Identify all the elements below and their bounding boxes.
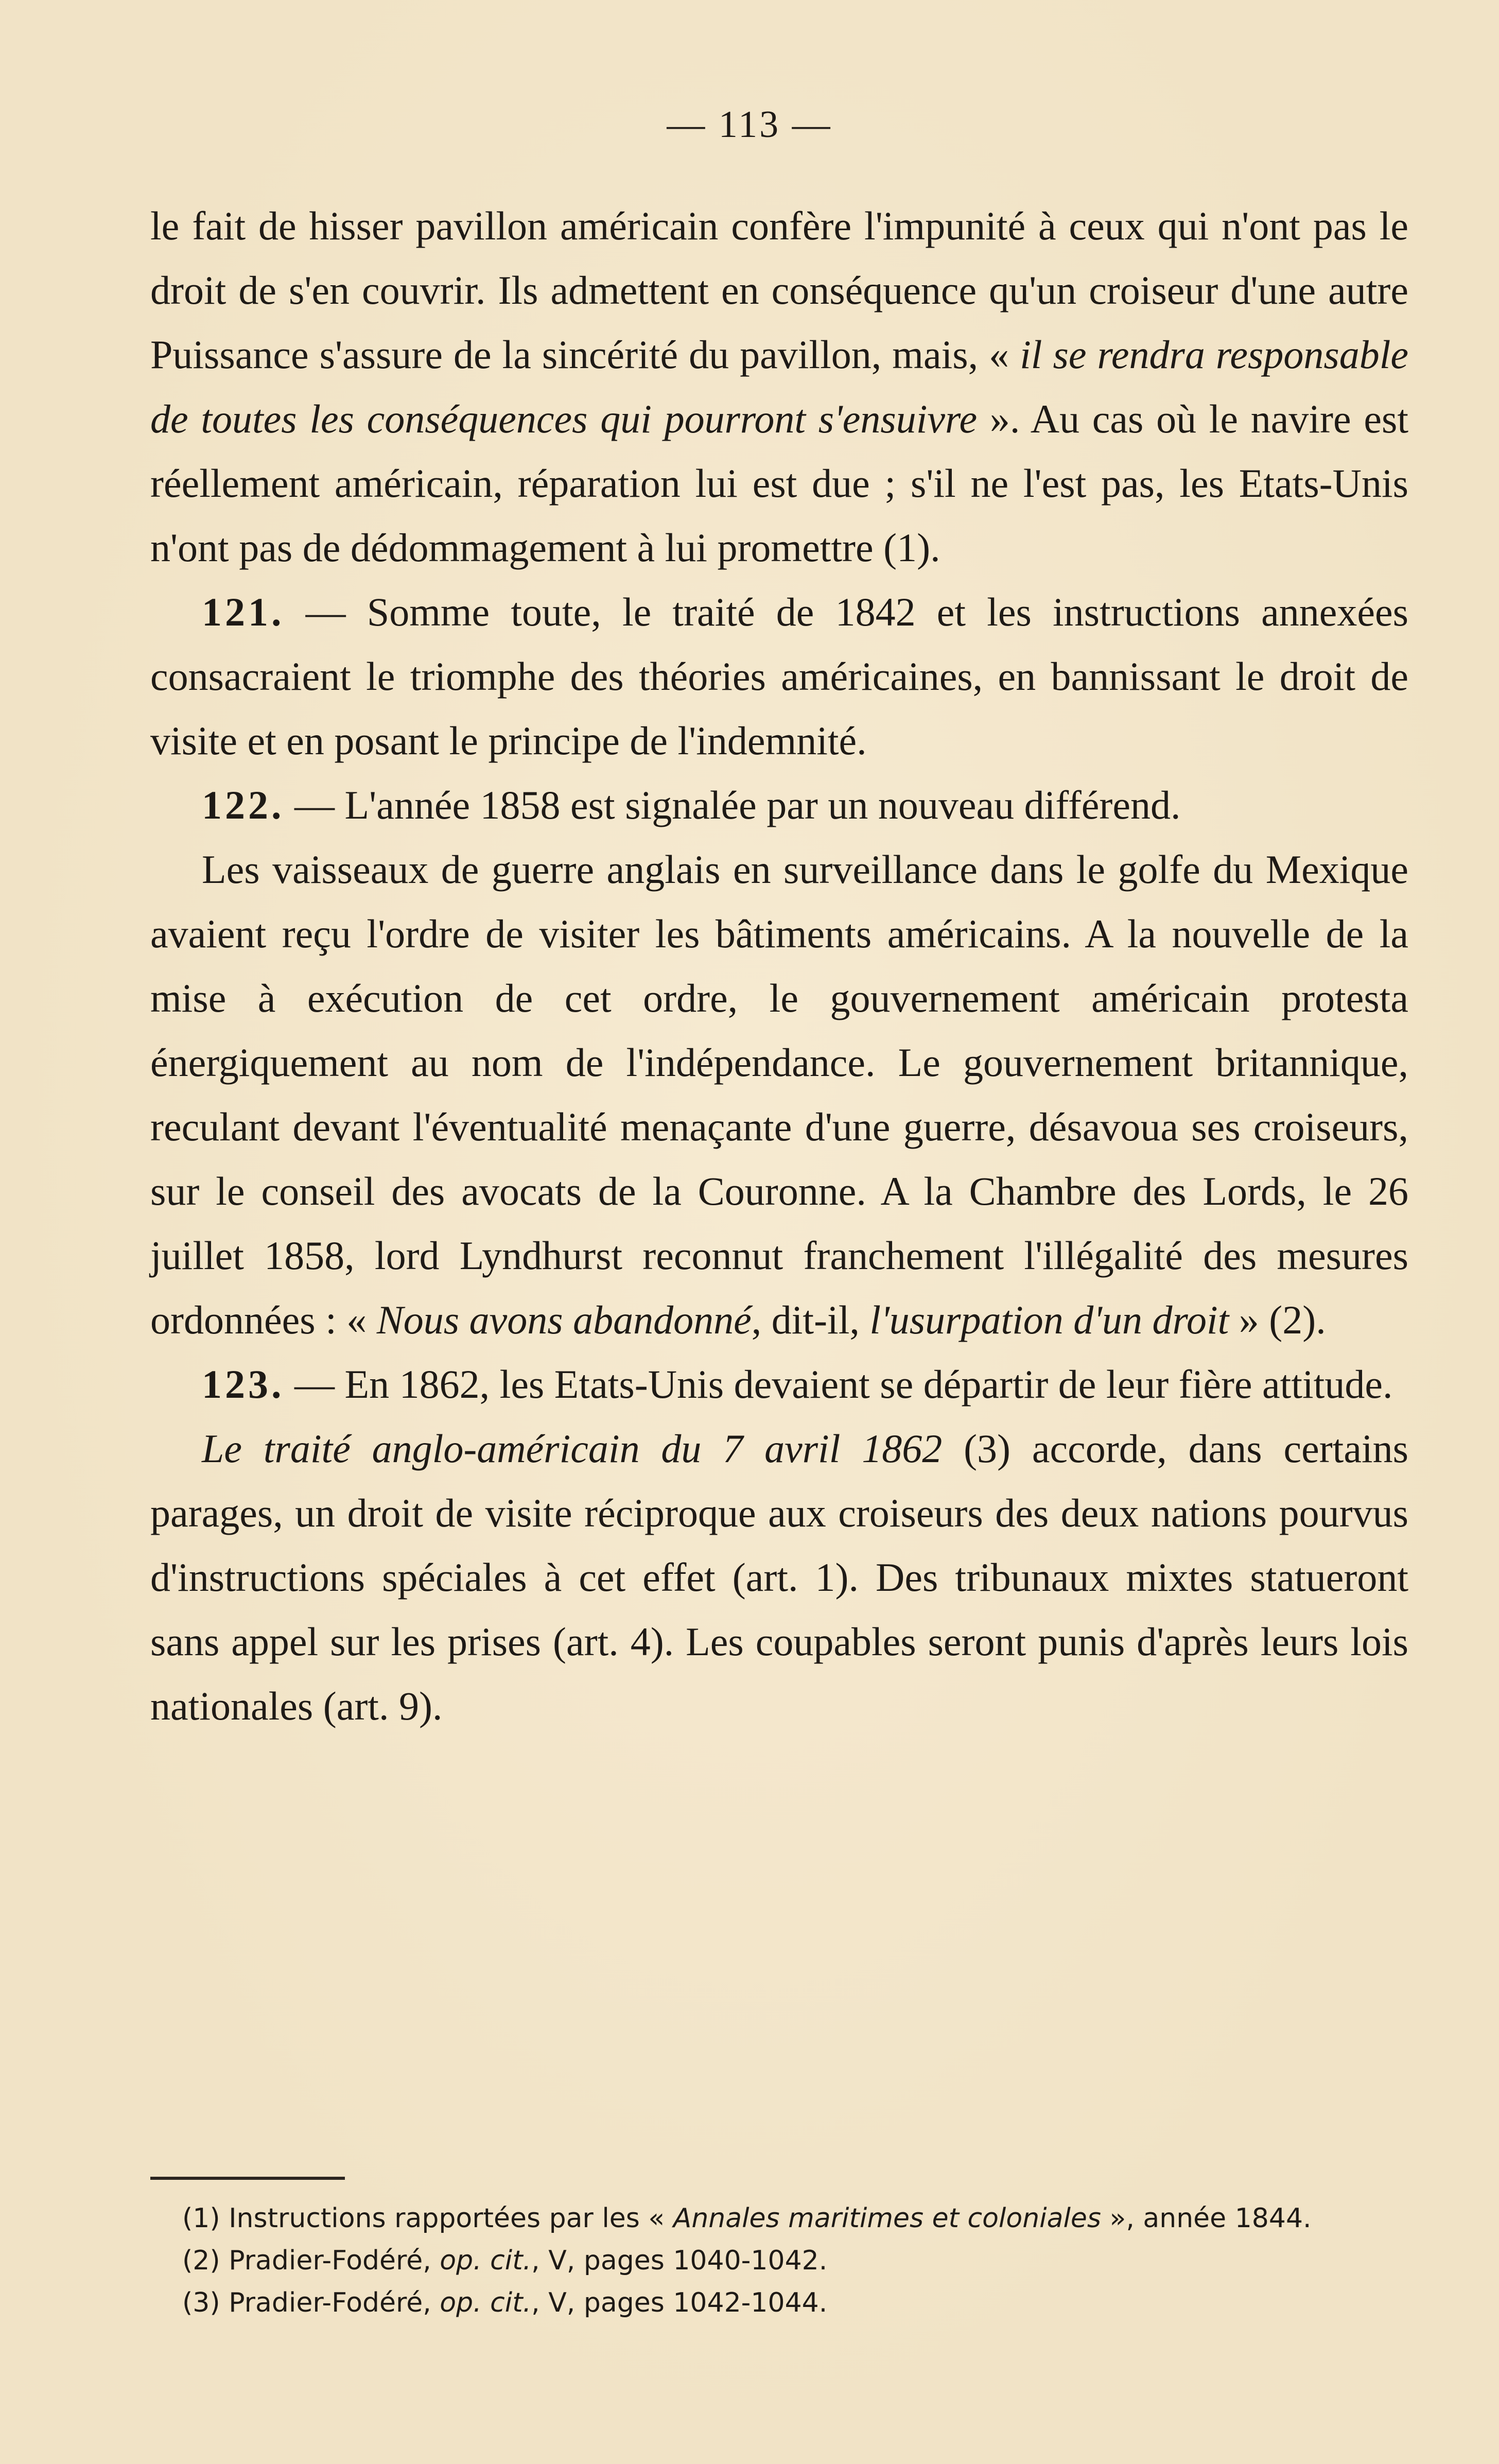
- footnote-2: [150, 2240, 1408, 2282]
- paragraph-121: [150, 580, 1408, 773]
- footnote-1: [150, 2197, 1408, 2240]
- paragraph-1-quote: il se rendra responsable de toutes les conséquences qui pourront s'ensuivre: [150, 332, 1408, 441]
- footnote-2-citation: op. cit.: [440, 2245, 532, 2276]
- footnote-1-title: Annales maritimes et coloniales: [673, 2203, 1101, 2234]
- paragraph-1: [150, 194, 1408, 580]
- paragraph-1-text-a: le fait de hisser pavillon américain confère l'impunité à ceux qui n'ont pas le droit de s'en couvrir. Ils admettent en conséquence qu'un croiseur d'une autre Puissance s'assure de la sincérité du pavillon, mais, «: [150, 203, 1408, 377]
- paragraph-122-text: — L'année 1858 est signalée par un nouveau différend.: [284, 783, 1181, 827]
- paragraph-4-text-e: » (2).: [1229, 1297, 1326, 1342]
- footnote-3-text-a: (3) Pradier-Fodéré,: [182, 2287, 440, 2318]
- footnote-3: [150, 2282, 1408, 2324]
- paragraph-number-122: 122.: [202, 783, 285, 827]
- paragraph-123-text: — En 1862, les Etats-Unis devaient se départir de leur fière attitude.: [284, 1362, 1393, 1407]
- footnote-3-citation: op. cit.: [440, 2287, 532, 2318]
- footnote-2-text-c: , V, pages 1040-1042.: [531, 2245, 828, 2276]
- paragraph-4-quote-b: l'usurpation d'un droit: [869, 1297, 1229, 1342]
- footnote-separator: [150, 2177, 345, 2180]
- footnote-3-text-c: , V, pages 1042-1044.: [531, 2287, 828, 2318]
- paragraph-123-continued: [150, 1416, 1408, 1738]
- paragraph-4-quote-a: Nous avons abandonné: [376, 1297, 752, 1342]
- paragraph-4-text-a: Les vaisseaux de guerre anglais en surveillance dans le golfe du Mexique avaient reçu l'ordre de visiter les bâtiments américains. A la nouvelle de la mise à exécution de cet ordre, le gouvernement américain protesta énergiquement au nom de l'indépendance. Le gouvernement britannique, reculant devant l'éventualité menaçante d'une guerre, désavoua ses croiseurs, sur le conseil des avocats de la Couronne. A la Chambre des Lords, le 26 juillet 1858, lord Lyndhurst reconnut franchement l'illégalité des mesures ordonnées : «: [150, 847, 1408, 1342]
- footnote-1-text-c: », année 1844.: [1101, 2203, 1312, 2234]
- paragraph-4-text-c: , dit-il,: [751, 1297, 870, 1342]
- page-number: — 113 —: [667, 103, 832, 146]
- footnote-1-text-a: (1) Instructions rapportées par les «: [182, 2203, 673, 2234]
- footnote-2-text-a: (2) Pradier-Fodéré,: [182, 2245, 440, 2276]
- paragraph-123: [150, 1352, 1408, 1416]
- body-text: [150, 194, 1408, 1738]
- paragraph-121-text: — Somme toute, le traité de 1842 et les instructions annexées consacraient le triomphe des théories américaines, en bannissant le droit de visite et en posant le principe de l'indemnité.: [150, 589, 1408, 763]
- paragraph-1-text-c: ». Au cas où le navire est réellement américain, réparation lui est due ; s'il ne l'est pas, les Etats-Unis n'ont pas de dédommagement à lui promettre (1).: [150, 396, 1408, 570]
- paragraph-122-continued: [150, 837, 1408, 1352]
- footnotes: [150, 2197, 1408, 2324]
- treaty-title: Le traité anglo-américain du 7 avril 1862: [202, 1426, 943, 1471]
- paragraph-6-text-b: (3) accorde, dans certains parages, un droit de visite réciproque aux croiseurs des deux nations pourvus d'instructions spéciales à cet effet (art. 1). Des tribunaux mixtes statueront sans appel sur les prises (art. 4). Les coupables seront punis d'après leurs lois nationales (art. 9).: [150, 1426, 1408, 1728]
- paragraph-122: [150, 773, 1408, 837]
- paragraph-number-121: 121.: [202, 589, 285, 634]
- paragraph-number-123: 123.: [202, 1362, 285, 1407]
